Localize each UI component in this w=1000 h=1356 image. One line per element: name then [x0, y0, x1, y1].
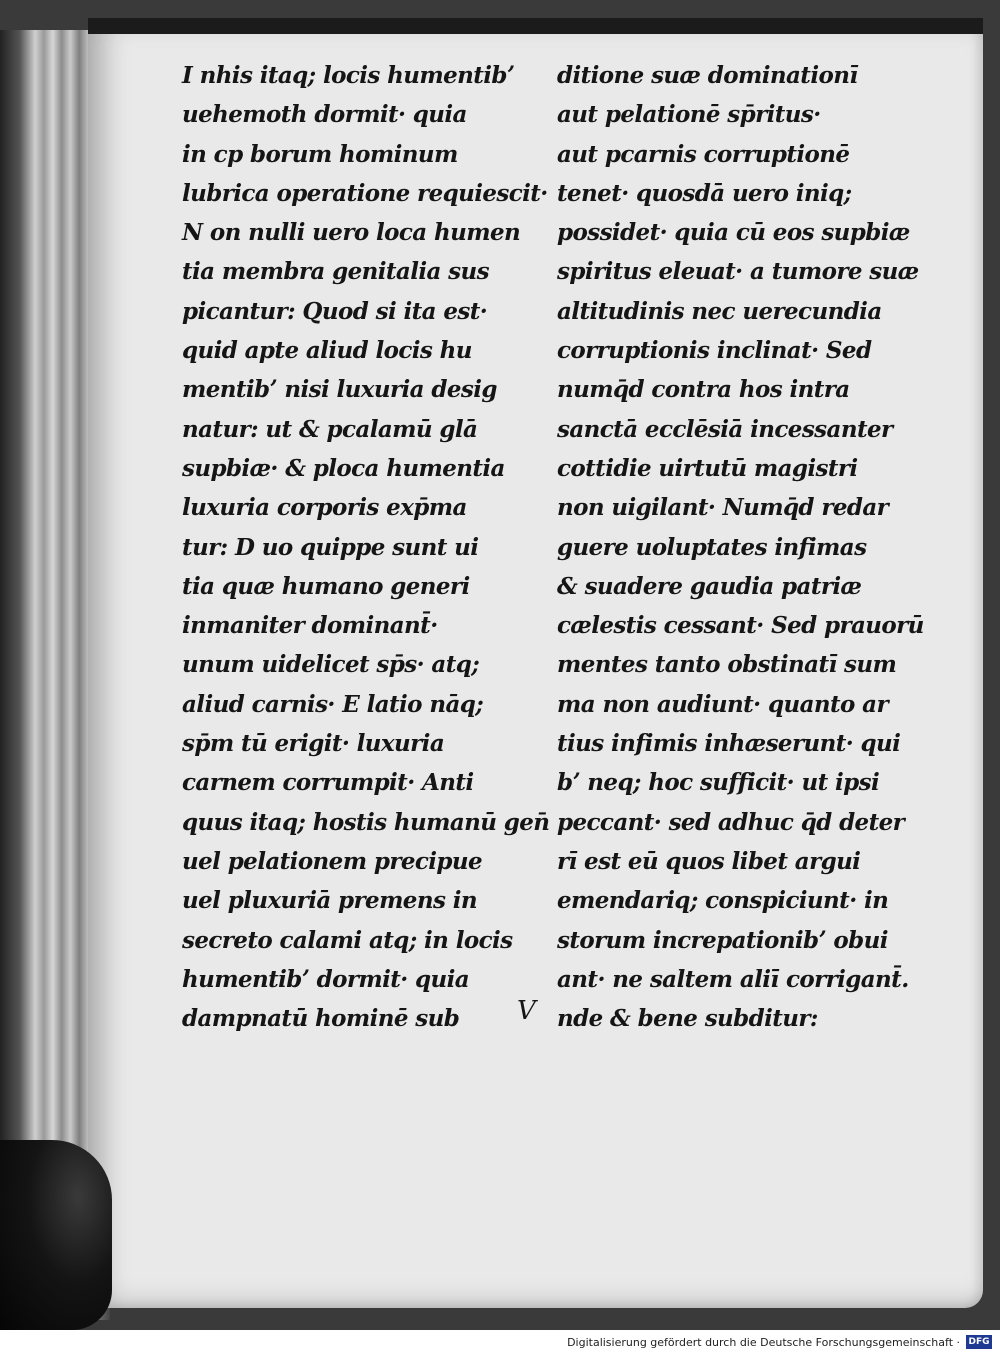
left-column-line: uel pelationem precipue: [182, 847, 483, 875]
page-top-shadow: [88, 18, 983, 34]
left-column-line: tur: D uo quippe sunt ui: [182, 533, 479, 561]
right-column-line: aut pcarnis corruptionē: [557, 140, 850, 168]
left-column-line: I nhis itaq; locis humentibʼ: [182, 62, 515, 89]
right-column-line: non uigilant· Numq̄d redar: [557, 494, 889, 522]
left-column-line: dampnatū hominē sub: [182, 1005, 460, 1033]
right-column-line: nde & bene subditur:: [557, 1005, 818, 1033]
right-column-line: numq̄d contra hos intra: [557, 376, 850, 404]
left-column-line: luxuria corporis exp̄ma: [182, 494, 467, 522]
left-column-line: picantur: Quod si ita est·: [182, 297, 488, 325]
right-column-line: rī est eū quos libet argui: [557, 847, 861, 875]
left-column-line: unum uidelicet sp̄s· atq;: [182, 651, 480, 679]
right-text-column: [557, 56, 924, 1038]
right-column-line: possidet· quia cū eos supbiæ: [557, 219, 910, 247]
left-column-line: quid apte aliud locis hu: [182, 337, 472, 365]
right-column-line: emendariq; conspiciunt· in: [557, 887, 889, 915]
left-column-line: uehemoth dormit· quia: [182, 101, 467, 129]
left-column-line: aliud carnis· E latio nāq;: [182, 690, 484, 718]
dfg-logo-icon: DFG: [966, 1335, 992, 1349]
right-column-line: tenet· quosdā uero iniq;: [557, 179, 852, 207]
left-column-line: uel pluxuriā premens in: [182, 887, 477, 915]
right-column-line: peccant· sed adhuc q̄d deter: [557, 808, 905, 836]
left-column-line: tia quæ humano generi: [182, 572, 470, 600]
left-column-line: in cp borum hominum: [182, 140, 458, 168]
left-column-line: supbiæ· & ploca humentia: [182, 454, 505, 482]
right-column-line: tius infimis inhæserunt· qui: [557, 730, 901, 758]
left-column-line: inmaniter dominant̄·: [182, 612, 438, 640]
left-column-line: sp̄m tū erigit· luxuria: [182, 730, 445, 758]
left-column-line: mentibʼ nisi luxuria desig: [182, 376, 497, 404]
right-column-line: altitudinis nec uerecundia: [557, 297, 882, 325]
left-column-line: humentibʼ dormit· quia: [182, 965, 470, 993]
right-column-line: cottidie uirtutū magistri: [557, 454, 858, 482]
left-column-line: lubrica operatione requiescit·: [182, 179, 548, 207]
footer-bar: [0, 1330, 1000, 1356]
right-column-line: storum increpationibʼ obui: [557, 926, 888, 954]
left-column-line: N on nulli uero loca humen: [182, 219, 521, 247]
right-column-line: corruptionis inclinat· Sed: [557, 337, 872, 365]
left-column-line: carnem corrumpit· Anti: [182, 769, 474, 797]
right-column-line: spiritus eleuat· a tumore suæ: [557, 258, 919, 286]
left-column-line: quus itaq; hostis humanū gen̄: [182, 808, 550, 836]
right-column-line: ma non audiunt· quanto ar: [557, 690, 888, 718]
right-column-line: mentes tanto obstinatī sum: [557, 651, 897, 679]
right-column-line: ant· ne saltem aliī corrigant̄.: [557, 965, 909, 993]
right-column-line: aut pelationē sp̄ritus·: [557, 101, 821, 129]
hand-shadow: [0, 1140, 112, 1330]
right-column-line: bʼ neq; hoc sufficit· ut ipsi: [557, 769, 880, 797]
right-column-line: ditione suæ dominationī: [557, 62, 858, 89]
left-column-line: natur: ut & pcalamū glā: [182, 415, 478, 443]
left-text-column: [182, 56, 550, 1038]
marginal-initial: V: [517, 996, 536, 1026]
right-column-line: guere uoluptates infimas: [557, 533, 867, 561]
right-column-line: cælestis cessant· Sed prauorū: [557, 612, 924, 640]
left-column-line: secreto calami atq; in locis: [182, 926, 513, 954]
dfg-credit-text: Digitalisierung gefördert durch die Deutsche Forschungsgemeinschaft ·: [567, 1336, 960, 1349]
right-column-line: sanctā ecclēsiā incessanter: [557, 415, 893, 443]
left-column-line: tia membra genitalia sus: [182, 258, 489, 286]
right-column-line: & suadere gaudia patriæ: [557, 572, 862, 600]
